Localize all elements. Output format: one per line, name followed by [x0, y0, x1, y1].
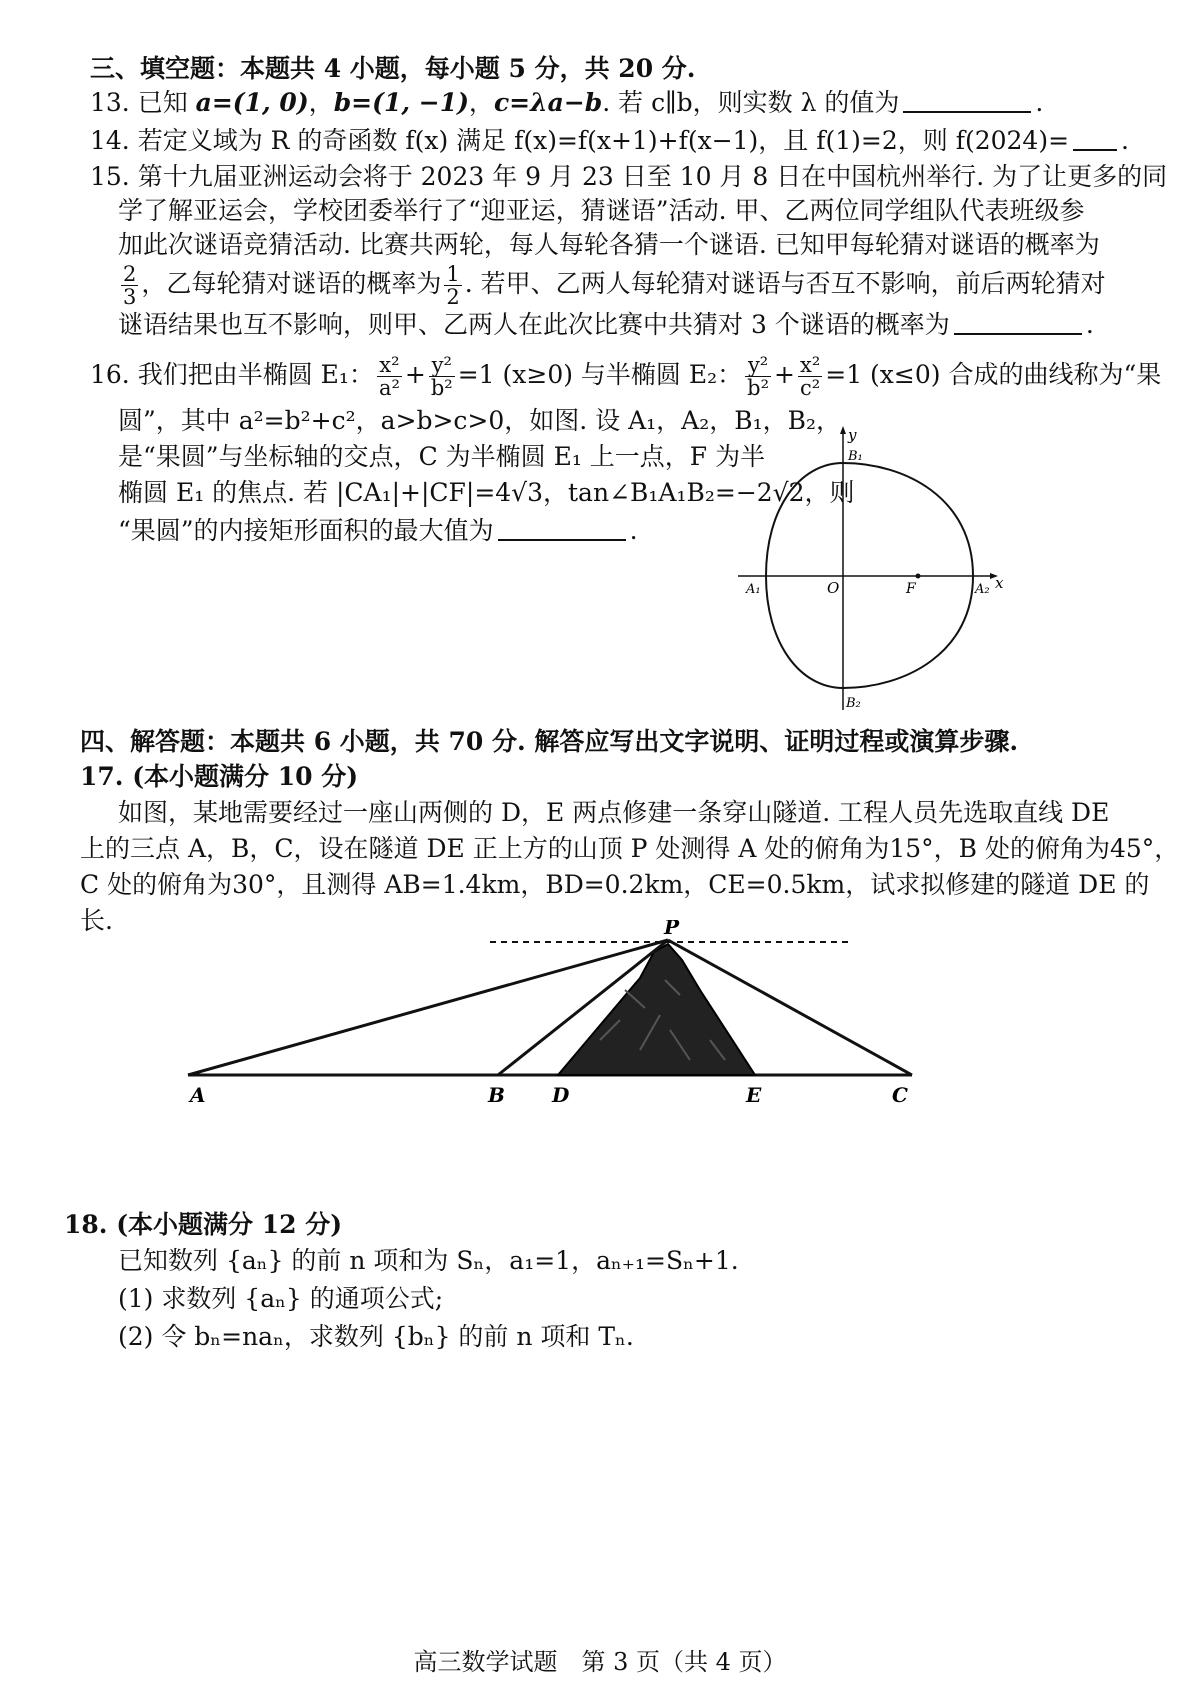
q16-fruit-ellipse-figure — [730, 418, 1030, 713]
q13-a-vector: a=(1, 0) — [195, 88, 309, 117]
q16-e2-num2: x² — [799, 353, 821, 377]
q13-condition: . 若 c∥b，则实数 λ 的值为 — [602, 88, 900, 117]
q16-e1-den1: a² — [378, 376, 400, 400]
q14-answer-blank[interactable] — [1073, 127, 1117, 151]
q16-e2-den1: b² — [747, 376, 770, 400]
q16-e1-frac2 — [429, 354, 455, 399]
y-axis-arrow — [840, 426, 846, 434]
q16-line5-text: “果圆”的内接矩形面积的最大值为 — [118, 516, 494, 545]
page-footer: 高三数学试题 第 3 页（共 4 页） — [413, 1648, 787, 1676]
q16-line-2: 圆”，其中 a²=b²+c²，a>b>c>0，如图. 设 A₁，A₂，B₁，B₂， — [118, 406, 842, 435]
q15-line-2: 学了解亚运会，学校团委举行了“迎亚运，猜谜语”活动. 甲、乙两位同学组队代表班级参 — [118, 196, 1085, 225]
q15-frac2-num: 1 — [446, 262, 460, 286]
a2-label: A₂ — [975, 582, 990, 597]
q15-line-5 — [118, 308, 1094, 342]
q15-frac2-den: 2 — [446, 285, 460, 309]
q17-tunnel-figure — [170, 920, 950, 1120]
q16-e2-frac1 — [745, 354, 771, 399]
q17-line-4: 长. — [80, 906, 113, 935]
q15-line-1: 15. 第十九届亚洲运动会将于 2023 年 9 月 23 日至 10 月 8 日在中国杭州举行. 为了让更多的同 — [90, 162, 1168, 191]
y-axis-label: y — [848, 426, 857, 444]
q16-e2-num1: y² — [745, 354, 771, 377]
q18-line-1: 已知数列 {aₙ} 的前 n 项和为 Sₙ，a₁=1，aₙ₊₁=Sₙ+1. — [118, 1246, 739, 1275]
c-label: C — [892, 1083, 908, 1107]
q16-end: . — [629, 516, 638, 545]
q16-line1-prefix: 16. 我们把由半椭圆 E₁： — [90, 360, 374, 389]
e-label: E — [746, 1083, 762, 1107]
q16-line-3: 是“果圆”与坐标轴的交点，C 为半椭圆 E₁ 上一点，F 为半 — [118, 442, 766, 471]
b2-label: B₂ — [846, 696, 861, 711]
q16-e2-den2: c² — [800, 376, 821, 400]
q15-answer-blank[interactable] — [954, 311, 1082, 335]
b-label: B — [488, 1083, 505, 1107]
q15-line5-text: 谜语结果也互不影响，则甲、乙两人在此次比赛中共猜对 3 个谜语的概率为 — [118, 310, 950, 339]
q18-line-2: (1) 求数列 {aₙ} 的通项公式; — [118, 1284, 444, 1313]
a1-label: A₁ — [746, 582, 761, 597]
section3-heading: 三、填空题：本题共 4 小题，每小题 5 分，共 20 分. — [90, 54, 696, 83]
q15-frac1-den: 3 — [123, 285, 137, 309]
q15-end: . — [1085, 310, 1094, 339]
question-14 — [90, 124, 1129, 158]
q16-e1-num1: x² — [377, 354, 402, 377]
q18-title: 18. (本小题满分 12 分) — [64, 1210, 343, 1239]
q16-line-4: 椭圆 E₁ 的焦点. 若 |CA₁|+|CF|=4√3，tan∠B₁A₁B₂=−2√2，则 — [118, 478, 855, 507]
question-13: 13. 已知 a=(1, 0)，b=(1, −1)，c=λa−b. 若 c∥b，则实数 λ 的值为 . — [90, 88, 1044, 117]
q13-end: . — [1035, 88, 1044, 117]
b1-label: B₁ — [848, 449, 863, 464]
q18-line-3: (2) 令 bₙ=naₙ，求数列 {bₙ} 的前 n 项和 Tₙ. — [118, 1322, 634, 1351]
f-label: F — [906, 581, 916, 597]
q13-prefix: 13. 已知 — [90, 88, 196, 117]
q16-line-1: 16. 我们把由半椭圆 E₁： $\frac{\text{x²}}{\text{a²}}$ + $\frac{\text{y²}}{\text{b²}}$ =1 (x≥0) 与半椭圆 E₂： $\frac{\text{y²}}{\text{b²}}$ + $\frac{\text{x²}}{\text{c²}}$ =1 (x≤0) 合成的曲线称为“果 — [90, 353, 1162, 400]
q15-line-4 — [118, 262, 1106, 308]
origin-label: O — [827, 579, 840, 597]
section4-heading: 四、解答题：本题共 6 小题，共 70 分. 解答应写出文字说明、证明过程或演算步骤. — [80, 727, 1019, 756]
q15-line-3: 加此次谜语竞猜活动. 比赛共两轮，每人每轮各猜一个谜语. 已知甲每轮猜对谜语的概率为 — [118, 230, 1100, 259]
q17-line-2: 上的三点 A，B，C，设在隧道 DE 正上方的山顶 P 处测得 A 处的俯角为15°，B 处的俯角为45°， — [80, 834, 1180, 863]
focus-point — [916, 574, 921, 579]
q16-line-5 — [118, 514, 638, 548]
p-label: P — [664, 920, 680, 939]
q13-c-vector: c=λa−b — [493, 88, 603, 117]
q16-e1-num2: y² — [429, 354, 455, 377]
q14-end: . — [1121, 126, 1129, 155]
q14-text: 14. 若定义域为 R 的奇函数 f(x) 满足 f(x)=f(x+1)+f(x−1)，且 f(1)=2，则 f(2024)= — [90, 126, 1070, 155]
q16-answer-blank[interactable] — [498, 517, 626, 541]
q16-e1-cond: =1 (x≥0) 与半椭圆 E₂： — [457, 360, 743, 389]
q17-line-3: C 处的俯角为30°，且测得 AB=1.4km，BD=0.2km，CE=0.5km，试求拟修建的隧道 DE 的 — [80, 870, 1150, 899]
q17-title: 17. (本小题满分 10 分) — [80, 762, 359, 791]
q15-line4-mid: ，乙每轮猜对谜语的概率为 — [141, 269, 442, 298]
q15-fraction-yi — [444, 263, 461, 308]
a-label: A — [190, 1083, 206, 1107]
q17-line-1: 如图，某地需要经过一座山两侧的 D，E 两点修建一条穿山隧道. 工程人员先选取直线 DE — [118, 798, 1110, 827]
q15-fraction-jia — [121, 263, 138, 308]
d-label: D — [552, 1083, 570, 1107]
q15-line4-end: . 若甲、乙两人每轮猜对谜语与否互不影响，前后两轮猜对 — [464, 269, 1106, 298]
q16-e1-frac1 — [377, 354, 402, 399]
q15-frac1-num: 2 — [123, 262, 137, 286]
x-axis-label: x — [995, 574, 1004, 592]
q13-b-vector: b=(1, −1) — [333, 88, 469, 117]
q16-e1-den2: b² — [430, 376, 453, 400]
q16-e2-cond: =1 (x≤0) 合成的曲线称为“果 — [825, 360, 1162, 389]
q16-e2-frac2 — [798, 354, 822, 399]
q13-answer-blank[interactable] — [903, 89, 1031, 113]
